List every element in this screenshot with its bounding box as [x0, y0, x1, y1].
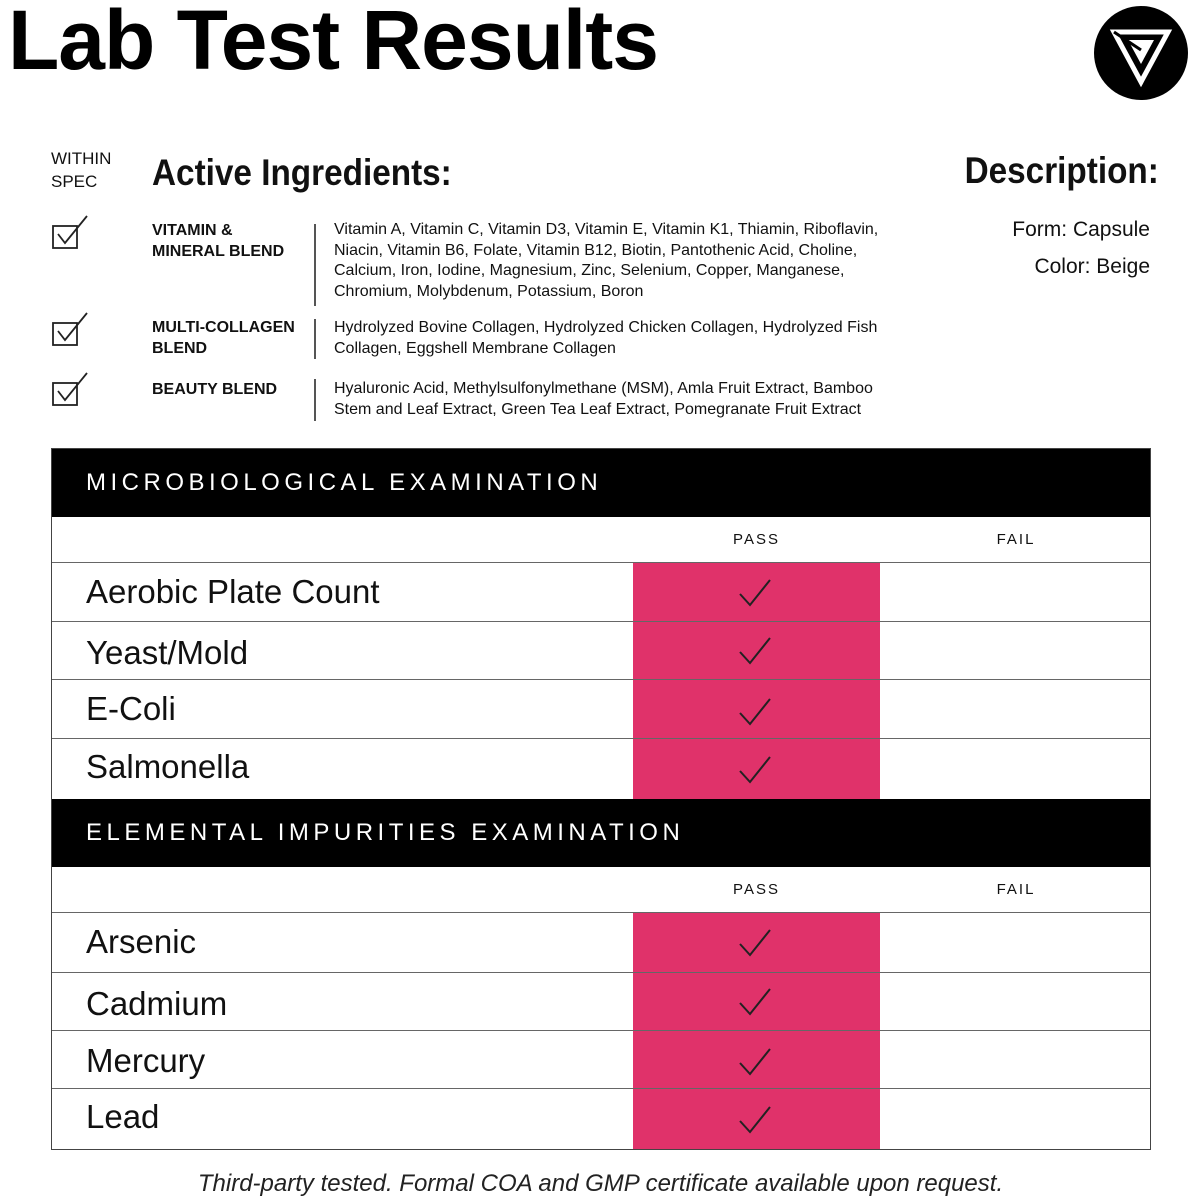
- checkbox-checked-icon: [51, 214, 91, 254]
- checkmark-icon: [737, 928, 773, 958]
- description-form: Form: Capsule: [1012, 218, 1150, 241]
- ingredient-name-line: MULTI-COLLAGEN: [152, 319, 295, 336]
- ingredient-list: [334, 220, 934, 303]
- pass-cell: [633, 622, 880, 679]
- footer-note: Third-party tested. Formal COA and GMP certificate available upon request.: [197, 1170, 1004, 1197]
- test-label: Lead: [86, 1098, 160, 1135]
- ingredient-name-line: BEAUTY BLEND: [152, 381, 278, 398]
- ingredient-name-line: VITAMIN &: [152, 222, 233, 239]
- column-headers: [52, 517, 1150, 563]
- ingredient-line: Hyaluronic Acid, Methylsulfonylmethane (MSM), Amla Fruit Extract, Bamboo: [334, 380, 873, 397]
- checkmark-icon: [737, 578, 773, 608]
- test-label: Yeast/Mold: [86, 634, 249, 671]
- table-row: [52, 1089, 1150, 1149]
- ingredient-line: Stem and Leaf Extract, Green Tea Leaf Extract, Pomegranate Fruit Extract: [334, 400, 862, 418]
- fail-column-header: FAIL: [996, 531, 1036, 548]
- page-title: Lab Test Results: [8, 0, 658, 87]
- pass-cell: [633, 739, 880, 799]
- results-table: [51, 448, 1151, 1150]
- ingredient-name: [152, 317, 312, 359]
- table-row: [52, 973, 1150, 1031]
- table-row: [52, 913, 1150, 973]
- table-row: [52, 622, 1150, 680]
- ingredient-name: [152, 220, 312, 262]
- ingredient-line: Hydrolyzed Bovine Collagen, Hydrolyzed Chicken Collagen, Hydrolyzed Fish: [334, 319, 878, 336]
- brand-logo: [1094, 6, 1188, 100]
- divider: [314, 319, 316, 359]
- pass-cell: [633, 973, 880, 1030]
- ingredient-line: Chromium, Molybdenum, Potassium, Boron: [334, 283, 644, 301]
- test-label: Cadmium: [86, 985, 228, 1022]
- checkmark-icon: [737, 1047, 773, 1077]
- pass-column-header: PASS: [733, 531, 780, 548]
- checkbox-checked-icon: [51, 311, 91, 351]
- ingredient-line: Calcium, Iron, Iodine, Magnesium, Zinc, Selenium, Copper, Manganese,: [334, 262, 845, 280]
- pass-cell: [633, 1089, 880, 1149]
- checkmark-icon: [737, 987, 773, 1017]
- pass-cell: [633, 563, 880, 621]
- ingredient-line: Niacin, Vitamin B6, Folate, Vitamin B12, Biotin, Pantothenic Acid, Choline,: [334, 241, 858, 259]
- divider: [314, 224, 316, 306]
- ingredient-line: Vitamin A, Vitamin C, Vitamin D3, Vitamin E, Vitamin K1, Thiamin, Riboflavin,: [334, 221, 879, 238]
- checkbox-checked-icon: [51, 371, 91, 411]
- test-label: E-Coli: [86, 690, 176, 727]
- column-headers: [52, 867, 1150, 913]
- pass-cell: [633, 913, 880, 972]
- checkmark-icon: [737, 755, 773, 785]
- section-header-elemental: ELEMENTAL IMPURITIES EXAMINATION: [52, 799, 1150, 867]
- checkmark-icon: [737, 697, 773, 727]
- test-label: Salmonella: [86, 748, 250, 785]
- test-label: Aerobic Plate Count: [86, 573, 380, 610]
- table-row: [52, 680, 1150, 739]
- test-label: Mercury: [86, 1042, 206, 1079]
- section-header-microbiological: MICROBIOLOGICAL EXAMINATION: [52, 449, 1150, 517]
- active-ingredients-heading: Active Ingredients:: [152, 152, 452, 193]
- divider: [314, 379, 316, 421]
- ingredient-list: [334, 318, 934, 359]
- pass-column-header: PASS: [733, 881, 780, 898]
- within-spec-line: WITHIN: [51, 149, 112, 168]
- ingredient-name-line: MINERAL BLEND: [152, 243, 285, 260]
- checkmark-icon: [737, 1105, 773, 1135]
- fail-column-header: FAIL: [996, 881, 1036, 898]
- ingredient-name: [152, 379, 312, 400]
- test-label: Arsenic: [86, 923, 197, 960]
- within-spec-line: SPEC: [51, 172, 98, 191]
- pass-cell: [633, 1031, 880, 1088]
- ingredient-line: Collagen, Eggshell Membrane Collagen: [334, 339, 616, 357]
- checkmark-icon: [737, 636, 773, 666]
- pass-cell: [633, 680, 880, 738]
- description-heading: Description:: [964, 150, 1159, 191]
- description-color: Color: Beige: [1034, 255, 1150, 278]
- table-row: [52, 739, 1150, 799]
- ingredient-name-line: BLEND: [152, 340, 208, 357]
- table-row: [52, 563, 1150, 622]
- ingredient-list: [334, 379, 934, 420]
- within-spec-label: [51, 147, 111, 193]
- table-row: [52, 1031, 1150, 1089]
